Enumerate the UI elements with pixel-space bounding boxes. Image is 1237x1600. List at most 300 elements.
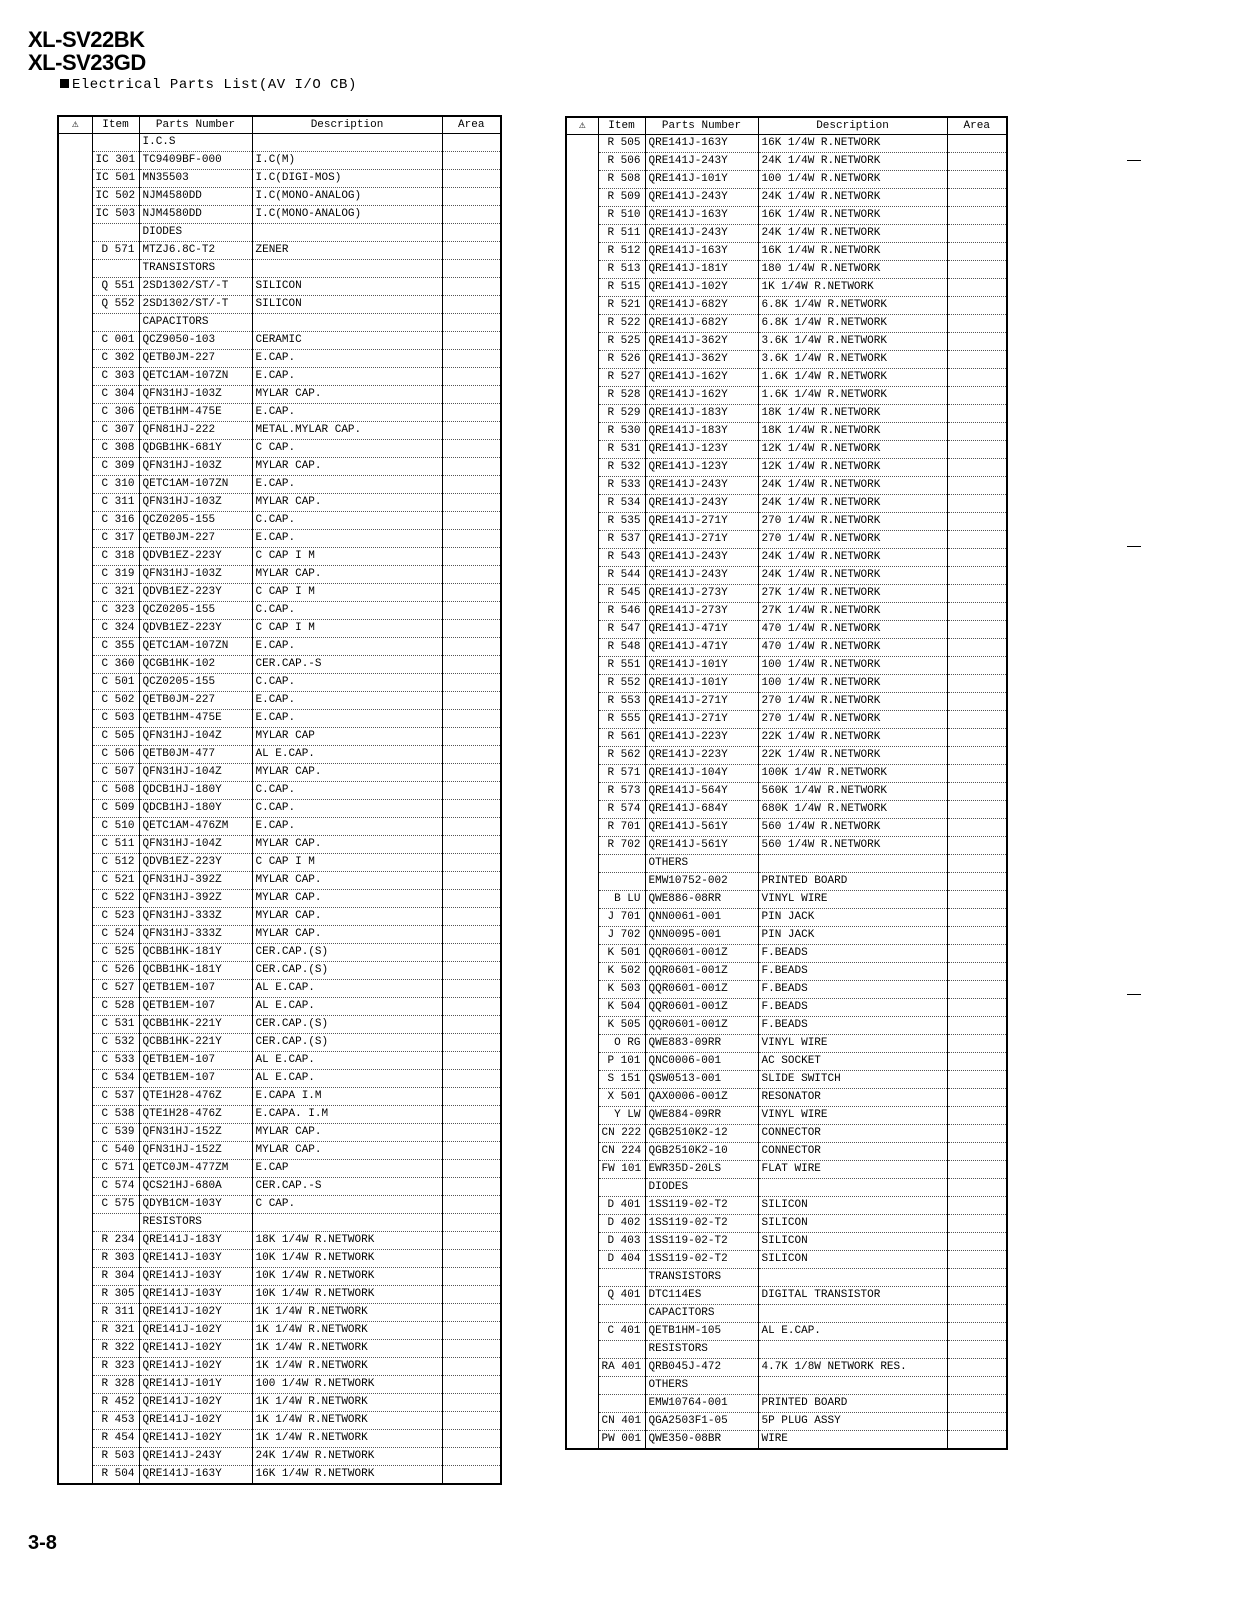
area-cell — [442, 692, 501, 710]
parts-number-cell: QDCB1HJ-180Y — [139, 782, 252, 800]
warning-cell — [58, 1412, 92, 1430]
item-cell: R 322 — [92, 1340, 139, 1358]
warning-cell — [58, 530, 92, 548]
warning-cell — [566, 927, 598, 945]
table-row — [58, 620, 501, 638]
warning-cell — [566, 603, 598, 621]
description-cell: MYLAR CAP. — [252, 1124, 442, 1142]
warning-cell — [58, 1430, 92, 1448]
parts-number-cell: QRE141J-243Y — [645, 189, 758, 207]
description-cell — [252, 314, 442, 332]
item-cell: R 234 — [92, 1232, 139, 1250]
parts-number-cell: QRE141J-243Y — [645, 225, 758, 243]
description-cell: 1K 1/4W R.NETWORK — [252, 1304, 442, 1322]
area-cell — [947, 297, 1007, 315]
description-cell: C.CAP. — [252, 512, 442, 530]
warning-cell — [58, 710, 92, 728]
parts-number-cell: QRE141J-564Y — [645, 783, 758, 801]
table-row — [58, 1412, 501, 1430]
area-cell — [947, 1233, 1007, 1251]
description-cell: 470 1/4W R.NETWORK — [758, 639, 947, 657]
parts-number-cell: QRE141J-163Y — [645, 207, 758, 225]
model-title-2: XL-SV23GD — [28, 50, 146, 75]
parts-number-cell: QCBB1HK-181Y — [139, 944, 252, 962]
area-cell — [947, 1089, 1007, 1107]
item-cell: R 508 — [598, 171, 645, 189]
description-cell — [252, 1214, 442, 1232]
warning-cell — [566, 657, 598, 675]
parts-number-cell: QFN31HJ-392Z — [139, 890, 252, 908]
item-cell: C 303 — [92, 368, 139, 386]
parts-number-cell: QDVB1EZ-223Y — [139, 854, 252, 872]
warning-cell — [58, 278, 92, 296]
parts-number-cell: QQR0601-001Z — [645, 1017, 758, 1035]
description-cell: 10K 1/4W R.NETWORK — [252, 1286, 442, 1304]
parts-number-cell: EMW10752-002 — [645, 873, 758, 891]
parts-number-cell: QWE884-09RR — [645, 1107, 758, 1125]
warning-cell — [566, 621, 598, 639]
table-row — [58, 206, 501, 224]
warning-cell — [58, 332, 92, 350]
table-row — [566, 315, 1007, 333]
table-row — [58, 422, 501, 440]
description-cell: C CAP I M — [252, 584, 442, 602]
table-row — [58, 818, 501, 836]
parts-number-cell: QRE141J-223Y — [645, 729, 758, 747]
area-cell — [442, 764, 501, 782]
area-cell — [947, 477, 1007, 495]
description-cell: FLAT WIRE — [758, 1161, 947, 1179]
item-cell: R 547 — [598, 621, 645, 639]
description-cell: METAL.MYLAR CAP. — [252, 422, 442, 440]
warning-cell — [566, 225, 598, 243]
table-row — [58, 1232, 501, 1250]
description-cell: PRINTED BOARD — [758, 873, 947, 891]
description-cell: 1K 1/4W R.NETWORK — [758, 279, 947, 297]
parts-number-cell: QRE141J-183Y — [645, 423, 758, 441]
warning-cell — [58, 1232, 92, 1250]
description-cell: C CAP. — [252, 1196, 442, 1214]
description-cell: MYLAR CAP. — [252, 566, 442, 584]
item-cell: C 323 — [92, 602, 139, 620]
area-cell — [947, 1305, 1007, 1323]
item-cell: C 317 — [92, 530, 139, 548]
item-cell: R 702 — [598, 837, 645, 855]
parts-number-cell: QRE141J-243Y — [139, 1448, 252, 1466]
warning-cell — [58, 1052, 92, 1070]
parts-number-cell: QDVB1EZ-223Y — [139, 548, 252, 566]
warning-cell — [58, 692, 92, 710]
warning-cell — [566, 765, 598, 783]
description-cell: CONNECTOR — [758, 1143, 947, 1161]
description-cell: VINYL WIRE — [758, 1035, 947, 1053]
description-cell: E.CAPA. I.M — [252, 1106, 442, 1124]
area-cell — [442, 1016, 501, 1034]
parts-number-cell: QWE886-08RR — [645, 891, 758, 909]
parts-number-cell: QFN31HJ-103Z — [139, 386, 252, 404]
description-cell: F.BEADS — [758, 999, 947, 1017]
warning-cell — [58, 674, 92, 692]
description-cell: 560 1/4W R.NETWORK — [758, 819, 947, 837]
parts-number-cell: QRE141J-471Y — [645, 639, 758, 657]
table-row — [58, 1376, 501, 1394]
table-row — [58, 512, 501, 530]
item-cell: R 304 — [92, 1268, 139, 1286]
table-row — [58, 386, 501, 404]
warning-cell — [566, 729, 598, 747]
table-row — [58, 1142, 501, 1160]
area-cell — [442, 332, 501, 350]
item-cell: D 404 — [598, 1251, 645, 1269]
description-cell: SILICON — [758, 1251, 947, 1269]
item-cell: R 561 — [598, 729, 645, 747]
parts-number-cell: QRE141J-162Y — [645, 369, 758, 387]
warning-cell — [58, 782, 92, 800]
item-cell — [598, 1395, 645, 1413]
parts-number-cell: QRE141J-183Y — [139, 1232, 252, 1250]
description-cell: 1K 1/4W R.NETWORK — [252, 1358, 442, 1376]
area-cell — [442, 800, 501, 818]
description-cell: 470 1/4W R.NETWORK — [758, 621, 947, 639]
description-cell: AL E.CAP. — [252, 998, 442, 1016]
table-row — [566, 1233, 1007, 1251]
item-cell: K 504 — [598, 999, 645, 1017]
item-cell: P 101 — [598, 1053, 645, 1071]
parts-number-cell: 2SD1302/ST/-T — [139, 278, 252, 296]
table-row — [566, 297, 1007, 315]
description-cell: 270 1/4W R.NETWORK — [758, 531, 947, 549]
table-row — [566, 261, 1007, 279]
section-row — [566, 1305, 1007, 1323]
item-cell: IC 502 — [92, 188, 139, 206]
warning-cell — [58, 656, 92, 674]
table-row — [58, 1430, 501, 1448]
area-cell — [442, 1070, 501, 1088]
parts-number-cell: QETB1HM-105 — [645, 1323, 758, 1341]
warning-cell — [58, 638, 92, 656]
area-header: Area — [947, 117, 1007, 135]
description-cell: 12K 1/4W R.NETWORK — [758, 441, 947, 459]
parts-number-cell: QRE141J-271Y — [645, 531, 758, 549]
item-cell: C 501 — [92, 674, 139, 692]
item-cell: R 533 — [598, 477, 645, 495]
area-cell — [442, 296, 501, 314]
table-row — [58, 1160, 501, 1178]
area-cell — [947, 891, 1007, 909]
description-cell: 4.7K 1/8W NETWORK RES. — [758, 1359, 947, 1377]
item-cell: R 521 — [598, 297, 645, 315]
item-cell: R 303 — [92, 1250, 139, 1268]
warning-cell — [566, 945, 598, 963]
table-row — [58, 944, 501, 962]
area-cell — [442, 1358, 501, 1376]
warning-cell — [566, 423, 598, 441]
area-cell — [442, 1268, 501, 1286]
parts-number-cell: QTE1H28-476Z — [139, 1106, 252, 1124]
parts-number-cell: QAX0006-001Z — [645, 1089, 758, 1107]
table-row — [58, 1106, 501, 1124]
warning-cell — [566, 1179, 598, 1197]
area-cell — [442, 476, 501, 494]
parts-number-cell: QGB2510K2-10 — [645, 1143, 758, 1161]
item-cell — [598, 855, 645, 873]
warning-cell — [58, 566, 92, 584]
parts-number-cell: QCZ0205-155 — [139, 674, 252, 692]
parts-number-cell: QRE141J-223Y — [645, 747, 758, 765]
table-row — [58, 1034, 501, 1052]
item-cell: C 311 — [92, 494, 139, 512]
area-cell — [442, 1304, 501, 1322]
table-row — [58, 764, 501, 782]
description-cell: 16K 1/4W R.NETWORK — [758, 207, 947, 225]
area-cell — [947, 999, 1007, 1017]
area-cell — [947, 1269, 1007, 1287]
area-cell — [947, 639, 1007, 657]
description-cell: C CAP I M — [252, 620, 442, 638]
warning-cell — [58, 1286, 92, 1304]
area-cell — [947, 1035, 1007, 1053]
table-row — [566, 135, 1007, 153]
table-row — [566, 981, 1007, 999]
warning-cell — [566, 1107, 598, 1125]
area-cell — [442, 782, 501, 800]
area-cell — [947, 225, 1007, 243]
table-row — [566, 999, 1007, 1017]
area-cell — [442, 1430, 501, 1448]
item-cell: C 304 — [92, 386, 139, 404]
warning-cell — [566, 279, 598, 297]
subtitle-text: Electrical Parts List(AV I/O CB) — [72, 77, 357, 93]
parts-number-cell: QDVB1EZ-223Y — [139, 620, 252, 638]
item-cell — [92, 260, 139, 278]
area-cell — [442, 170, 501, 188]
parts-number-cell: QRE141J-684Y — [645, 801, 758, 819]
table-row — [58, 332, 501, 350]
description-cell: WIRE — [758, 1431, 947, 1450]
description-cell: 5P PLUG ASSY — [758, 1413, 947, 1431]
item-cell: C 537 — [92, 1088, 139, 1106]
table-row — [58, 548, 501, 566]
warning-cell — [58, 818, 92, 836]
table-row — [566, 927, 1007, 945]
warning-cell — [566, 891, 598, 909]
area-cell — [947, 567, 1007, 585]
section-row — [58, 134, 501, 152]
table-row — [58, 782, 501, 800]
table-row — [566, 423, 1007, 441]
table-row — [566, 459, 1007, 477]
warning-cell — [58, 1196, 92, 1214]
description-cell: E.CAP. — [252, 350, 442, 368]
item-cell: R 546 — [598, 603, 645, 621]
table-row — [58, 1088, 501, 1106]
warning-cell — [566, 819, 598, 837]
warning-cell — [58, 476, 92, 494]
parts-number-cell: QRE141J-243Y — [645, 549, 758, 567]
item-cell: C 538 — [92, 1106, 139, 1124]
item-cell: K 502 — [598, 963, 645, 981]
warning-cell — [566, 387, 598, 405]
item-cell: X 501 — [598, 1089, 645, 1107]
section-row — [566, 1179, 1007, 1197]
description-cell: CER.CAP.-S — [252, 1178, 442, 1196]
item-cell: C 574 — [92, 1178, 139, 1196]
warning-cell — [58, 998, 92, 1016]
description-cell: 1K 1/4W R.NETWORK — [252, 1322, 442, 1340]
description-cell: MYLAR CAP. — [252, 386, 442, 404]
parts-number-cell: NJM4580DD — [139, 188, 252, 206]
parts-number-cell: QRE141J-682Y — [645, 315, 758, 333]
description-cell: ZENER — [252, 242, 442, 260]
area-cell — [442, 1232, 501, 1250]
description-cell: 18K 1/4W R.NETWORK — [758, 405, 947, 423]
warning-cell — [58, 944, 92, 962]
description-cell: SILICON — [758, 1197, 947, 1215]
item-cell: R 548 — [598, 639, 645, 657]
warning-cell — [58, 1070, 92, 1088]
item-cell: R 552 — [598, 675, 645, 693]
table-row — [58, 1016, 501, 1034]
warning-cell — [566, 1251, 598, 1269]
description-cell: 270 1/4W R.NETWORK — [758, 711, 947, 729]
parts-number-cell: QRE141J-271Y — [645, 711, 758, 729]
table-row — [566, 567, 1007, 585]
area-cell — [947, 1341, 1007, 1359]
parts-table-right-body — [566, 135, 1007, 1450]
parts-number-cell: QETC1AM-107ZN — [139, 476, 252, 494]
warning-cell — [566, 1413, 598, 1431]
warning-cell — [566, 243, 598, 261]
item-cell: R 505 — [598, 135, 645, 153]
area-cell — [947, 855, 1007, 873]
parts-number-cell: QNN0095-001 — [645, 927, 758, 945]
parts-number-cell: QETC1AM-107ZN — [139, 368, 252, 386]
table-row — [566, 477, 1007, 495]
item-cell: C 532 — [92, 1034, 139, 1052]
item-cell: C 531 — [92, 1016, 139, 1034]
description-cell: 100 1/4W R.NETWORK — [758, 171, 947, 189]
area-cell — [442, 404, 501, 422]
parts-number-cell: QCZ0205-155 — [139, 602, 252, 620]
description-cell: F.BEADS — [758, 981, 947, 999]
table-row — [566, 1107, 1007, 1125]
item-cell: C 511 — [92, 836, 139, 854]
item-cell: C 533 — [92, 1052, 139, 1070]
warning-cell — [566, 1071, 598, 1089]
area-cell — [947, 1179, 1007, 1197]
item-cell: R 701 — [598, 819, 645, 837]
parts-number-cell: QETB1EM-107 — [139, 1070, 252, 1088]
description-cell: F.BEADS — [758, 963, 947, 981]
description-cell: VINYL WIRE — [758, 1107, 947, 1125]
area-header: Area — [442, 116, 501, 134]
item-cell: R 503 — [92, 1448, 139, 1466]
description-cell: 24K 1/4W R.NETWORK — [758, 189, 947, 207]
area-cell — [947, 1107, 1007, 1125]
item-cell: FW 101 — [598, 1161, 645, 1179]
item-cell: K 503 — [598, 981, 645, 999]
area-cell — [442, 134, 501, 152]
description-cell: 27K 1/4W R.NETWORK — [758, 585, 947, 603]
table-row — [566, 1287, 1007, 1305]
warning-cell — [566, 1323, 598, 1341]
description-cell: 1K 1/4W R.NETWORK — [252, 1340, 442, 1358]
warning-cell — [566, 1431, 598, 1450]
parts-number-cell: QFN31HJ-104Z — [139, 728, 252, 746]
item-cell: R 513 — [598, 261, 645, 279]
description-cell: SILICON — [758, 1233, 947, 1251]
table-row — [566, 1323, 1007, 1341]
warning-cell — [566, 441, 598, 459]
area-cell — [947, 873, 1007, 891]
parts-number-header: Parts Number — [645, 117, 758, 135]
parts-number-cell: QETB1EM-107 — [139, 998, 252, 1016]
table-row — [566, 747, 1007, 765]
item-cell — [92, 1214, 139, 1232]
parts-number-cell: QETC1AM-476ZM — [139, 818, 252, 836]
table-row — [58, 1448, 501, 1466]
warning-cell — [58, 260, 92, 278]
description-cell: F.BEADS — [758, 945, 947, 963]
warning-cell — [566, 513, 598, 531]
description-cell — [252, 260, 442, 278]
area-cell — [947, 837, 1007, 855]
warning-cell — [58, 368, 92, 386]
table-row — [58, 962, 501, 980]
description-cell: SLIDE SWITCH — [758, 1071, 947, 1089]
table-row — [58, 908, 501, 926]
section-row — [58, 224, 501, 242]
warning-cell — [58, 350, 92, 368]
area-cell — [442, 458, 501, 476]
warning-cell — [58, 1376, 92, 1394]
area-cell — [947, 747, 1007, 765]
area-cell — [947, 1287, 1007, 1305]
area-cell — [947, 819, 1007, 837]
table-row — [566, 1359, 1007, 1377]
area-cell — [947, 171, 1007, 189]
item-cell: C 319 — [92, 566, 139, 584]
parts-number-cell: QQR0601-001Z — [645, 945, 758, 963]
parts-number-cell: QRE141J-102Y — [139, 1358, 252, 1376]
area-cell — [442, 1106, 501, 1124]
warning-cell — [566, 495, 598, 513]
description-cell: 3.6K 1/4W R.NETWORK — [758, 333, 947, 351]
warning-cell — [566, 549, 598, 567]
area-cell — [947, 945, 1007, 963]
table-row — [566, 1197, 1007, 1215]
item-cell: R 506 — [598, 153, 645, 171]
warning-cell — [58, 224, 92, 242]
item-cell: R 512 — [598, 243, 645, 261]
area-cell — [947, 351, 1007, 369]
warning-cell — [566, 1125, 598, 1143]
warning-cell — [566, 1305, 598, 1323]
table-row — [566, 765, 1007, 783]
warning-cell — [566, 297, 598, 315]
parts-number-cell: TRANSISTORS — [139, 260, 252, 278]
table-row — [58, 728, 501, 746]
description-cell: CONNECTOR — [758, 1125, 947, 1143]
area-cell — [947, 1161, 1007, 1179]
square-bullet-icon — [60, 79, 69, 88]
table-row — [58, 566, 501, 584]
parts-table-left-body — [58, 134, 501, 1485]
parts-number-cell: QCGB1HK-102 — [139, 656, 252, 674]
warning-cell — [566, 1341, 598, 1359]
parts-number-cell: QSW0513-001 — [645, 1071, 758, 1089]
warning-cell — [58, 1214, 92, 1232]
